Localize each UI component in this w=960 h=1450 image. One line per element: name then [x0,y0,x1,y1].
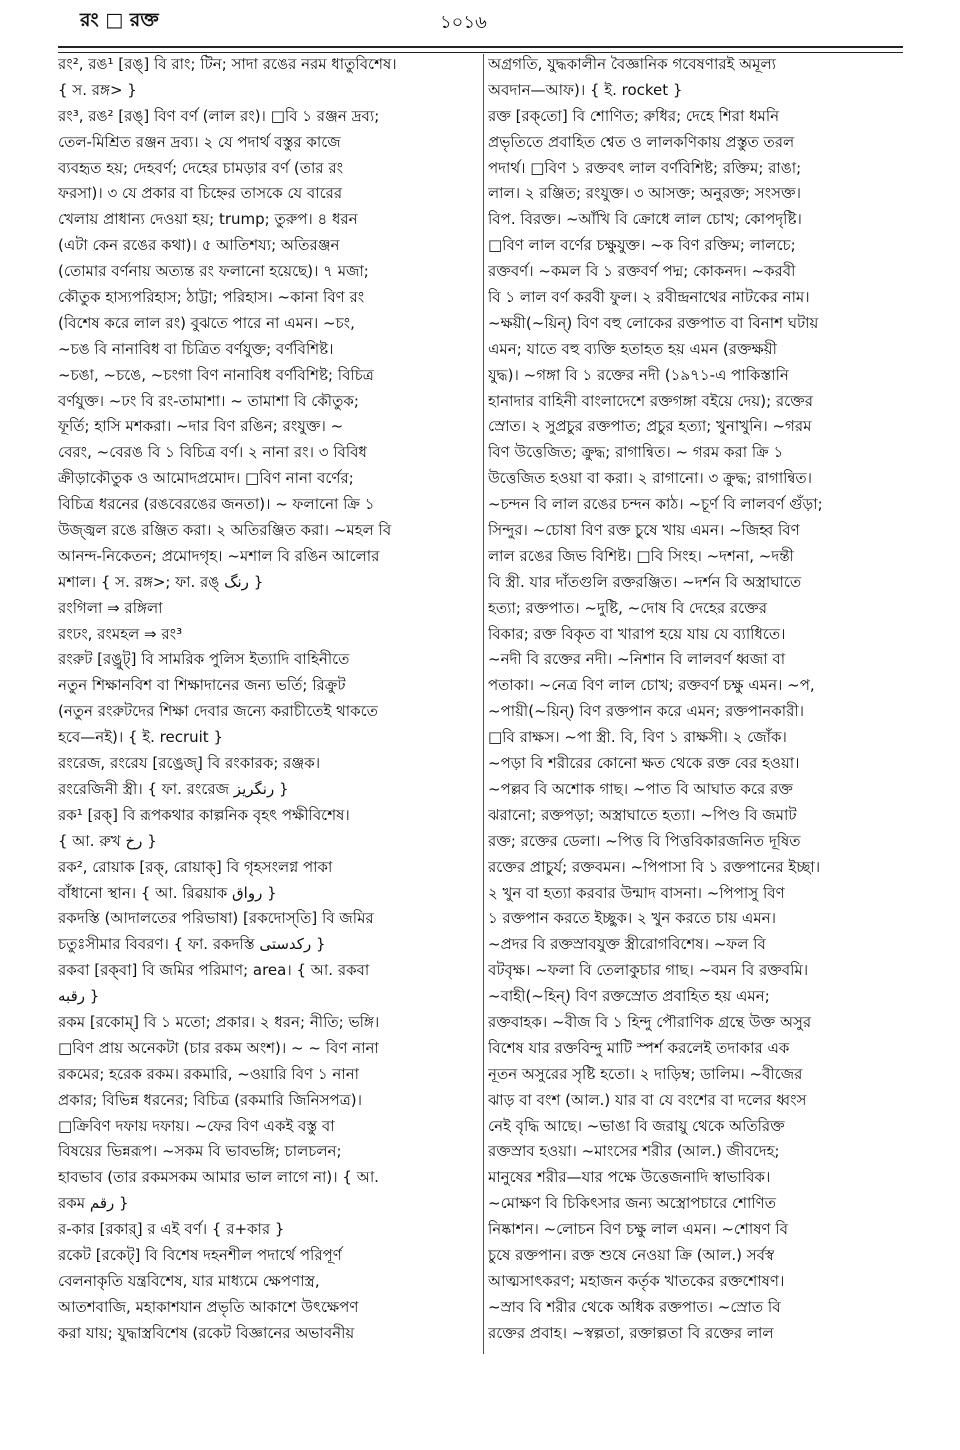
left-column [58,52,480,1347]
text-line: ফরসা)। ৩ যে প্রকার বা চিহ্নের তাসকে যে বারের [58,184,343,203]
text-line: রক¹ [রক্] বি রূপকথার কাল্পনিক বৃহৎ পক্ষীবিশেষ। [58,805,350,824]
text-line: বিপ. বিরক্ত। ~আঁখি বি ক্রোধে লাল চোখ; কোপদৃষ্টি। [488,210,802,229]
text-line: রং³, রঙ² [রঙ্] বিণ বর্ণ (লাল রং)। □বি ১ রঞ্জন দ্রব্য; [58,106,380,125]
text-line: পদার্থ। □বিণ ১ রক্তবৎ লাল বর্ণবিশিষ্ট; রক্তিম; রাঙা; [488,158,802,177]
guide-words: রং □ রক্ত [80,9,159,31]
text-line: নিষ্কাশন। ~লোচন বিণ চক্ষু লাল এমন। ~শোষণ বি [488,1220,788,1239]
text-line: ~নদী বি রক্তের নদী। ~নিশান বি লালবর্ণ ধ্বজা বা [488,650,786,669]
text-line: ~বাহী(~হিন্) বিণ রক্তস্রোত প্রবাহিত হয় এমন; [488,987,770,1006]
text-line: উজ্জ্বল রঙে রঞ্জিত করা। ২ অতিরঞ্জিত করা। ~মহল বি [58,521,392,540]
text-line: রকেট [রকেট্] বি বিশেষ দহনশীল পদার্থে পরিপূর্ণ [58,1245,342,1264]
text-line: নতুন শিক্ষানবিশ বা শিক্ষাদানের জন্য ভর্তি; রিক্রুট [58,676,346,695]
text-line: রক², রোয়াক [রক্, রোয়াক্] বি গৃহসংলগ্ন পাকা [58,857,333,876]
text-line: (নতুন রংরুটদের শিক্ষা দেবার জন্যে করাচীতেই থাকতে [58,702,378,721]
text-line: রকম رقم } [58,1194,129,1213]
text-line: নেই বৃদ্ধি আছে। ~ভাঙা বি জরায়ু থেকে অতিরিক্ত [488,1116,785,1135]
text-line: বিষয়ের ভিন্নরূপ। ~সকম বি ভাবভঙ্গি; চালচলন; [58,1142,342,1161]
text-line: ২ খুন বা হত্যা করবার উন্মাদ বাসনা। ~পিপাসু বিণ [488,883,785,902]
text-line: প্রভৃতিতে প্রবাহিত শ্বেত ও লালকণিকায় প্রস্তুত তরল [488,132,795,151]
text-line: হানাদার বাহিনী বাংলাদেশে রক্তগঙ্গা বইয়ে দেয়); রক্তের [488,391,814,410]
text-line: { স. রঙ্গ> } [58,80,137,99]
text-line: (তোমার বর্ণনায় অত্যন্ত রং ফলানো হয়েছে)। ৭ মজা; [58,262,369,281]
text-line: বাঁধানো স্থান। { আ. রিৱয়াক رواق } [58,883,277,902]
text-line: ~পড়া বি শরীরের কোনো ক্ষত থেকে রক্ত বের হওয়া। [488,754,800,773]
text-line: রক্তস্রাব হওয়া। ~মাংসের শরীর (আল.) জীবদেহ; [488,1142,780,1161]
text-line: রক্তের প্রাচুর্য; রক্তবমন। ~পিপাসা বি ১ রক্তপানের ইচ্ছা। [488,857,821,876]
text-line: হবে—নই)। { ই. recruit } [58,728,223,747]
text-line: নূতন অসুরের সৃষ্টি হতো। ২ দাড়িম্ব; ডালিম। ~বীজের [488,1064,803,1083]
text-line: ~চন্দন বি লাল রঙের চন্দন কাঠ। ~চূর্ণ বি লালবর্ণ গুঁড়া; [488,495,823,514]
text-line: বিকার; রক্ত বিকৃত বা খারাপ হয়ে যায় যে ব্যাধিতে। [488,624,786,643]
text-line: ~স্রাব বি শরীর থেকে অধিক রক্তপাত। ~স্রোত বি [488,1297,781,1316]
text-line: □ক্রিবিণ দফায় দফায়। ~ফের বিণ একই বস্তু বা [58,1116,335,1135]
text-line: অবদান—আফ)। { ই. rocket } [488,80,683,99]
text-line: রকদস্তি (আদালতের পরিভাষা) [রকদোস্‌তি] বি জমির [58,909,374,928]
text-line: (বিশেষ করে লাল রং) বুঝতে পারে না এমন। ~চং, [58,313,355,332]
text-line: ঝাড় বা বংশ (আল.) যার বা যে বংশের বা দলের ধ্বংস [488,1090,807,1109]
text-line: ১ রক্তপান করতে ইচ্ছুক। ২ খুন করতে চায় এমন। [488,909,776,928]
text-line: পতাকা। ~নেত্র বিণ লাল চোখ; রক্তবর্ণ চক্ষু এমন। ~প, [488,676,815,695]
text-line: লাল রঙের জিভ বিশিষ্ট। □বি সিংহ। ~দশনা, ~দন্তী [488,546,794,565]
text-line: رقبه } [58,987,100,1006]
text-line: রংরেজিনী স্ত্রী। { ফা. রংরেজ رنگریز } [58,779,289,798]
page-number: ১০১৬ [440,12,487,33]
text-line: বটবৃক্ষ। ~ফলা বি তেলাকুচার গাছ। ~বমন বি রক্তবমি। [488,961,809,980]
text-line: রক্তবর্ণ। ~কমল বি ১ রক্তবর্ণ পদ্ম; কোকনদ। ~করবী [488,262,796,281]
column-divider [483,54,484,1354]
text-line: এমন; যাতে বহু ব্যক্তি হতাহত হয় এমন (রক্তক্ষয়ী [488,339,777,358]
text-line: বেরং, ~বেরঙ বি ১ বিচিত্র বর্ণ। ২ নানা রং। ৩ বিবিধ [58,443,367,462]
text-line: আত্মসাৎকরণ; মহাজন কর্তৃক খাতকের রক্তশোষণ। [488,1271,785,1290]
text-line: করা যায়; যুদ্ধাস্ত্রবিশেষ (রকেট বিজ্ঞানের অভাবনীয় [58,1323,355,1342]
text-line: চুষে রক্তপান। রক্ত শুষে নেওয়া ক্রি (আল.) সর্বস্ব [488,1245,775,1264]
text-line: ~মোক্ষণ বি চিকিৎসার জন্য অস্ত্রোপচারে শোণিত [488,1194,776,1213]
text-line: রক্তবাহক। ~বীজ বি ১ হিন্দু পৌরাণিক গ্রন্থে উক্ত অসুর [488,1012,812,1031]
text-line: মানুষের শরীর—যার পক্ষে উত্তেজনাদি স্বাভাবিক। [488,1168,771,1187]
text-line: রকবা [রক্‌বা] বি জমির পরিমাণ; area। { আ. রকবা [58,961,370,980]
text-line: হত্যা; রক্তপাত। ~দুষ্টি, ~দোষ বি দেহের রক্তের [488,598,767,617]
text-line: রক্তের প্রবাহ। ~স্বল্পতা, রক্তাল্পতা বি রক্তের লাল [488,1323,774,1342]
text-line: বিণ উত্তেজিত; ক্রুদ্ধ; রাগান্বিত। ~ গরম করা ক্রি ১ [488,443,784,462]
text-line: রংঢং, রংমহল ⇒ রং³ [58,624,183,643]
text-line: র-কার [রকার্] র এই বর্ণ। { র+কার } [58,1220,285,1239]
text-line: (এটা কেন রঙের কথা)। ৫ আতিশয্য; অতিরঞ্জন [58,236,340,255]
text-line: বি স্ত্রী. যার দাঁতগুলি রক্তরঞ্জিত। ~দর্শন বি অস্ত্রাঘাতে [488,572,802,591]
text-line: ~চঙ বি নানাবিধ বা চিত্রিত বর্ণযুক্ত; বর্ণবিশিষ্ট। [58,339,334,358]
text-line: হাবভাব (তার রকমসকম আমার ভাল লাগে না)। { আ. [58,1168,379,1187]
text-line: প্রকার; বিভিন্ন ধরনের; বিচিত্র (রকমারি জিনিসপত্র)। [58,1090,362,1109]
right-column [488,52,906,1347]
text-line: □বি রাক্ষস। ~পা স্ত্রী. বি, বিণ ১ রাক্ষসী। ২ জোঁক। [488,728,787,747]
text-line: রকমের; হরেক রকম। রকমারি, ~ওয়ারি বিণ ১ নানা [58,1064,359,1083]
header-rule [58,46,903,48]
text-line: রং², রঙ¹ [রঙ্] বি রাং; টিন; সাদা রঙের নরম ধাতুবিশেষ। [58,55,397,73]
text-line: আতশবাজি, মহাকাশযান প্রভৃতি আকাশে উৎক্ষেপণ [58,1297,359,1316]
text-line: বিচিত্র ধরনের (রঙবেরঙের জনতা)। ~ ফলানো ক্রি ১ [58,495,375,514]
text-line: কৌতুক হাস্যপরিহাস; ঠাট্টা; পরিহাস। ~কানা বিণ রং [58,288,365,307]
text-line: রংরুট [রঙ্রুট্] বি সামরিক পুলিস ইত্যাদি বাহিনীতে [58,650,350,669]
text-line: রংগিলা ⇒ রঙ্গিলা [58,598,163,617]
text-line: উত্তেজিত হওয়া বা করা। ২ রাগানো। ৩ ক্রুদ্ধ; রাগান্বিত। [488,469,813,488]
text-line: ঝরানো; রক্তপড়া; অস্ত্রাঘাতে হত্যা। ~পিণ্ড বি জমাট [488,805,797,824]
text-line: ব্যবহৃত হয়; দেহবর্ণ; দেহের চামড়ার বর্ণ (তার রং [58,158,344,177]
text-line: বেলনাকৃতি যন্ত্রবিশেষ, যার মাধ্যমে ক্ষেপণাস্ত্র, [58,1271,320,1290]
text-line: বর্ণযুক্ত। ~ঢং বি রং-তামাশা। ~ তামাশা বি কৌতুক; [58,391,359,410]
text-line: যুদ্ধ)। ~গঙ্গা বি ১ রক্তের নদী (১৯৭১-এ পাকিস্তানি [488,365,789,384]
text-line: আনন্দ-নিকেতন; প্রমোদগৃহ। ~মশাল বি রঙিন আলোর [58,546,380,565]
text-line: চতুঃসীমার বিবরণ। { ফা. রকদস্তি رکدستی } [58,935,326,954]
text-line: রকম [রকোম্] বি ১ মতো; প্রকার। ২ ধরন; নীতি; ভঙ্গি। [58,1012,380,1031]
text-line: বিশেষ যার রক্তবিন্দু মাটি স্পর্শ করলেই তদাকার এক [488,1038,790,1057]
text-line: ফূর্তি; হাসি মশকরা। ~দার বিণ রঙিন; রংযুক্ত। ~ [58,417,344,436]
text-line: { আ. রুখ رخ } [58,831,157,850]
text-line: রক্ত [রক্‌তো] বি শোণিত; রুধির; দেহে শিরা ধমনি [488,106,780,125]
text-line: অগ্রগতি, যুদ্ধকালীন বৈজ্ঞানিক গবেষণারই অমূল্য [488,55,777,73]
text-line: রক্ত; রক্তের ডেলা। ~পিত্ত বি পিত্তবিকারজনিত দূষিত [488,831,801,850]
text-line: মশাল। { স. রঙ্গ>; ফা. রঙ্ رنگ } [58,572,264,591]
text-line: সিন্দুর। ~চোষা বিণ রক্ত চুষে খায় এমন। ~জিহ্ব বিণ [488,521,800,540]
text-line: ~প্রদর বি রক্তস্রাবযুক্ত স্ত্রীরোগবিশেষ। ~ফল বি [488,935,766,954]
text-line: □বিণ প্রায় অনেকটা (চার রকম অংশ)। ~ ~ বিণ নানা [58,1038,379,1057]
text-line: ~পায়ী(~য়িন্) বিণ রক্তপান করে এমন; রক্তপানকারী। [488,702,805,721]
text-line: □বিণ লাল বর্ণের চক্ষুযুক্ত। ~ক বিণ রক্তিম; লালচে; [488,236,796,255]
text-line: ক্রীড়াকৌতুক ও আমোদপ্রমোদ। □বিণ নানা বর্ণের; [58,469,354,488]
text-line: ~চঙা, ~চঙে, ~চংগা বিণ নানাবিধ বর্ণবিশিষ্ট; বিচিত্র [58,365,374,384]
text-line: ~পল্লব বি অশোক গাছ। ~পাত বি আঘাত করে রক্ত [488,779,793,798]
text-line: তেল-মিশ্রিত রঞ্জন দ্রব্য। ২ যে পদার্থ বস্তুর কাজে [58,132,341,151]
text-line: ~ক্ষয়ী(~য়িন্) বিণ বহু লোকের রক্তপাত বা বিনাশ ঘটায় [488,313,819,332]
text-line: খেলায় প্রাধান্য দেওয়া হয়; trump; তুরুপ। ৪ ধরন [58,210,358,229]
text-line: লাল। ২ রঞ্জিত; রংযুক্ত। ৩ আসক্ত; অনুরক্ত; সংসক্ত। [488,184,801,203]
text-line: রংরেজ, রংরেয [রঙ্রেজ্] বি রংকারক; রঞ্জক। [58,754,321,773]
text-line: স্রোত। ২ সুপ্রচুর রক্তপাত; প্রচুর হত্যা; খুনাখুনি। ~গরম [488,417,812,436]
text-line: বি ১ লাল বর্ণ করবী ফুল। ২ রবীন্দ্রনাথের নাটকের নাম। [488,288,810,307]
